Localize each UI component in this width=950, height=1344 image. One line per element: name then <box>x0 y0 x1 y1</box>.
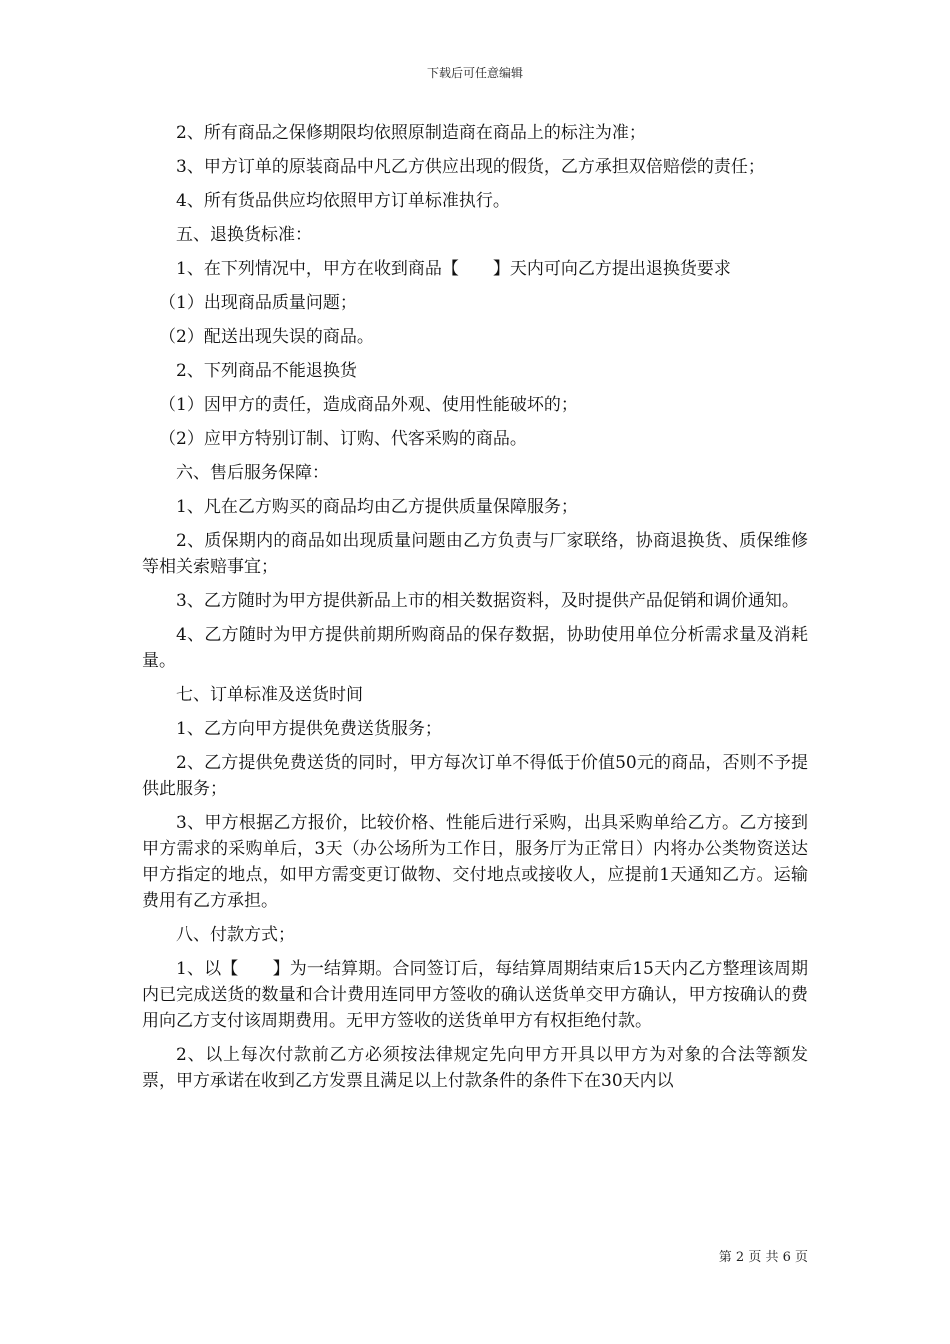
paragraph: 2、下列商品不能退换货 <box>176 361 357 381</box>
paragraph: 4、乙方随时为甲方提供前期所购商品的保存数据，协助使用单位分析需求量及消耗量。 <box>142 625 808 671</box>
paragraph: 1、乙方向甲方提供免费送货服务； <box>176 719 442 739</box>
document-body <box>142 120 808 1102</box>
paragraph: 3、甲方根据乙方报价，比较价格、性能后进行采购，出具采购单给乙方。乙方接到甲方需求的采购单后，3天（办公场所为工作日，服务厅为正常日）内将办公类物资送达甲方指定的地点，如甲方需变更订做物、交付地点或接收人，应提前1天通知乙方。运输费用有乙方承担。 <box>142 813 808 911</box>
paragraph: 2、乙方提供免费送货的同时，甲方每次订单不得低于价值50元的商品，否则不予提供此服务； <box>142 753 808 799</box>
paragraph: 五、退换货标准： <box>176 225 312 245</box>
page-footer: 第 2 页 共 6 页 <box>718 1250 808 1265</box>
paragraph: 六、售后服务保障： <box>176 463 329 483</box>
paragraph: 1、凡在乙方购买的商品均由乙方提供质量保障服务； <box>176 497 578 517</box>
page-header: 下载后可任意编辑 <box>426 66 523 80</box>
paragraph: 3、甲方订单的原装商品中凡乙方供应出现的假货，乙方承担双倍赔偿的责任； <box>176 157 765 177</box>
paragraph: 3、乙方随时为甲方提供新品上市的相关数据资料，及时提供产品促销和调价通知。 <box>176 591 799 611</box>
paragraph: （2）配送出现失误的商品。 <box>159 327 374 347</box>
paragraph: 1、以【 】为一结算期。合同签订后，每结算周期结束后15天内乙方整理该周期内已完成送货的数量和合计费用连同甲方签收的确认送货单交甲方确认，甲方按确认的费用向乙方支付该周期费用。无甲方签收的送货单甲方有权拒绝付款。 <box>142 959 808 1031</box>
paragraph: 八、付款方式； <box>176 925 295 945</box>
paragraph: 1、在下列情况中，甲方在收到商品【 】天内可向乙方提出退换货要求 <box>176 259 731 279</box>
paragraph: 4、所有货品供应均依照甲方订单标准执行。 <box>176 191 510 211</box>
paragraph: （2）应甲方特别订制、订购、代客采购的商品。 <box>159 429 527 449</box>
paragraph: 2、所有商品之保修期限均依照原制造商在商品上的标注为准； <box>176 123 646 143</box>
paragraph: 2、以上每次付款前乙方必须按法律规定先向甲方开具以甲方为对象的合法等额发票，甲方承诺在收到乙方发票且满足以上付款条件的条件下在30天内以 <box>142 1045 808 1091</box>
paragraph: 七、订单标准及送货时间 <box>176 685 363 705</box>
paragraph: （1）因甲方的责任，造成商品外观、使用性能破坏的； <box>159 395 578 415</box>
paragraph: 2、质保期内的商品如出现质量问题由乙方负责与厂家联络，协商退换货、质保维修等相关索赔事宜； <box>142 531 808 577</box>
paragraph: （1）出现商品质量问题； <box>159 293 357 313</box>
